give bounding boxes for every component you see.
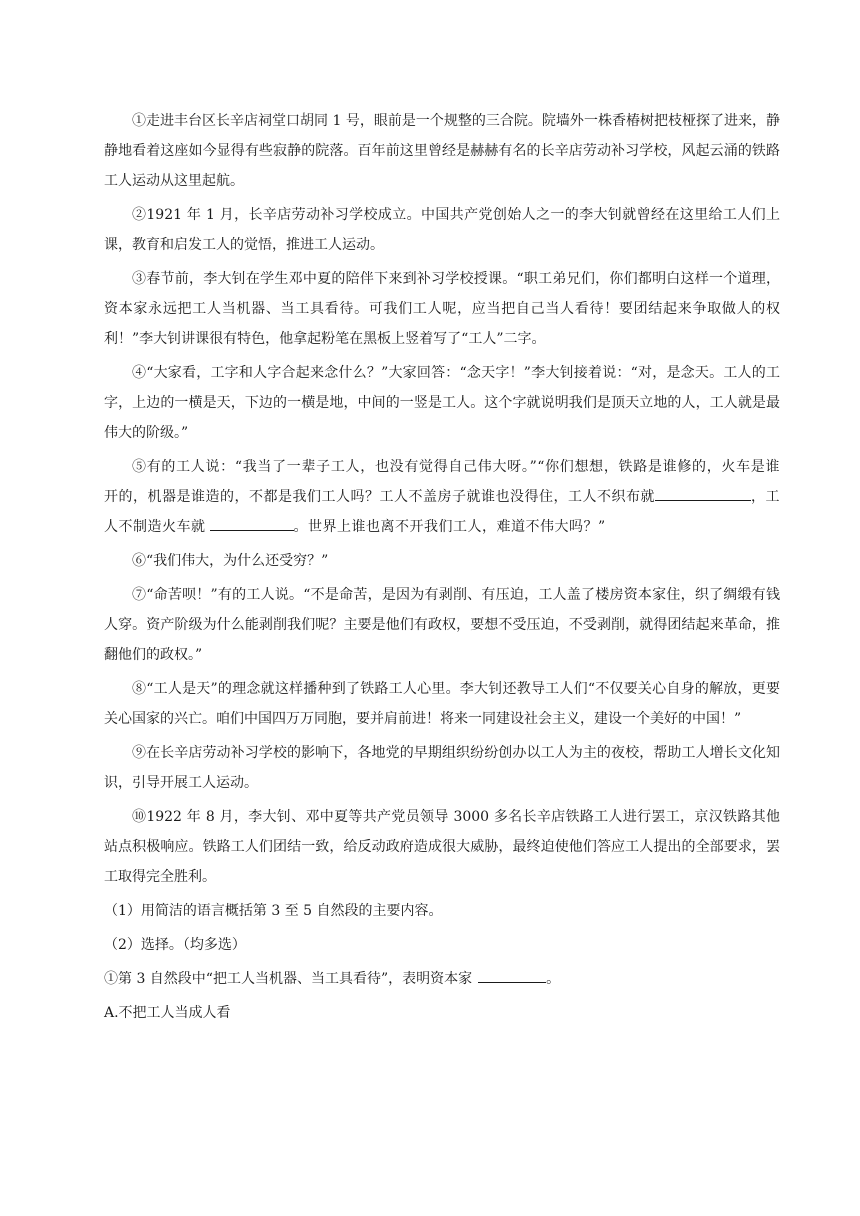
paragraph-10: ⑩1922 年 8 月，李大钊、邓中夏等共产党员领导 3000 多名长辛店铁路工人进行罢工，京汉铁路其他站点积极响应。铁路工人们团结一致，给反动政府造成很大威胁，最终迫使他们答应工人提出的全部要求，罢工取得完全胜利。 [104,809,780,885]
fill-blank-2[interactable] [210,516,294,531]
paragraph-6: ⑥“我们伟大，为什么还受穷？” [132,553,329,569]
paragraph-2: ②1921 年 1 月，长辛店劳动补习学校成立。中国共产党创始人之一的李大钊就曾经在这里给工人们上课，教育和启发工人的觉悟，推进工人运动。 [104,207,780,253]
document-content [104,106,780,1032]
question-2-item-1 [104,964,780,994]
paragraph-5-part-1: ⑤有的工人说：“我当了一辈子工人，也没有觉得自己伟大呀。”“你们想想，铁路是谁修的，火车是谁开的，机器是谁造的，不都是我们工人吗？工人不盖房子就谁也没得住，工人不织布就 [104,459,780,505]
paragraph-3: ③春节前，李大钊在学生邓中夏的陪伴下来到补习学校授课。“职工弟兄们，你们都明白这样一个道理，资本家永远把工人当机器、当工具看待。可我们工人呢，应当把自己当人看待！要团结起来争取做人的权利！”李大钊讲课很有特色，他拿起粉笔在黑板上竖着写了“工人”二字。 [104,271,780,347]
question-2-item-1-end: 。 [546,971,561,987]
paragraph-5-part-3: 。世界上谁也离不开我们工人，难道不伟大吗？” [293,519,606,535]
paragraph-9: ⑨在长辛店劳动补习学校的影响下，各地党的早期组织纷纷创办以工人为主的夜校，帮助工人增长文化知识，引导开展工人运动。 [104,745,780,791]
paragraph-7: ⑦“命苦呗！”有的工人说。“不是命苦，是因为有剥削、有压迫，工人盖了楼房资本家住，织了绸缎有钱人穿。资产阶级为什么能剥削我们呢？主要是他们有政权，要想不受压迫，不受剥削，就得团结起来革命，推翻他们的政权。” [104,587,780,663]
answer-blank[interactable] [478,968,546,983]
option-a[interactable]: A.不把工人当成人看 [104,1005,231,1021]
fill-blank-1[interactable] [655,486,751,501]
question-2: （2）选择。（均多选） [104,937,246,953]
question-1: （1）用简洁的语言概括第 3 至 5 自然段的主要内容。 [104,903,443,919]
paragraph-8: ⑧“工人是天”的理念就这样播种到了铁路工人心里。李大钊还教导工人们“不仅要关心自身的解放，更要关心国家的兴亡。咱们中国四万万同胞，要并肩前进！将来一同建设社会主义，建设一个美好的中国！” [104,681,780,727]
paragraph-5-part-2: ，工人不制造火车就 [104,489,780,535]
paragraph-1: ①走进丰台区长辛店祠堂口胡同 1 号，眼前是一个规整的三合院。院墙外一株香椿树把枝桠探了进来，静静地看着这座如今显得有些寂静的院落。百年前这里曾经是赫赫有名的长辛店劳动补习学校，风起云涌的铁路工人运动从这里起航。 [104,113,780,189]
paragraph-5 [104,452,780,542]
question-2-item-1-text: ①第 3 自然段中“把工人当机器、当工具看待”，表明资本家 [104,971,473,987]
paragraph-4: ④“大家看，工字和人字合起来念什么？”大家回答：“念天字！”李大钊接着说：“对，是念天。工人的工字，上边的一横是天，下边的一横是地，中间的一竖是工人。这个字就说明我们是顶天立地的人，工人就是最伟大的阶级。” [104,365,780,441]
